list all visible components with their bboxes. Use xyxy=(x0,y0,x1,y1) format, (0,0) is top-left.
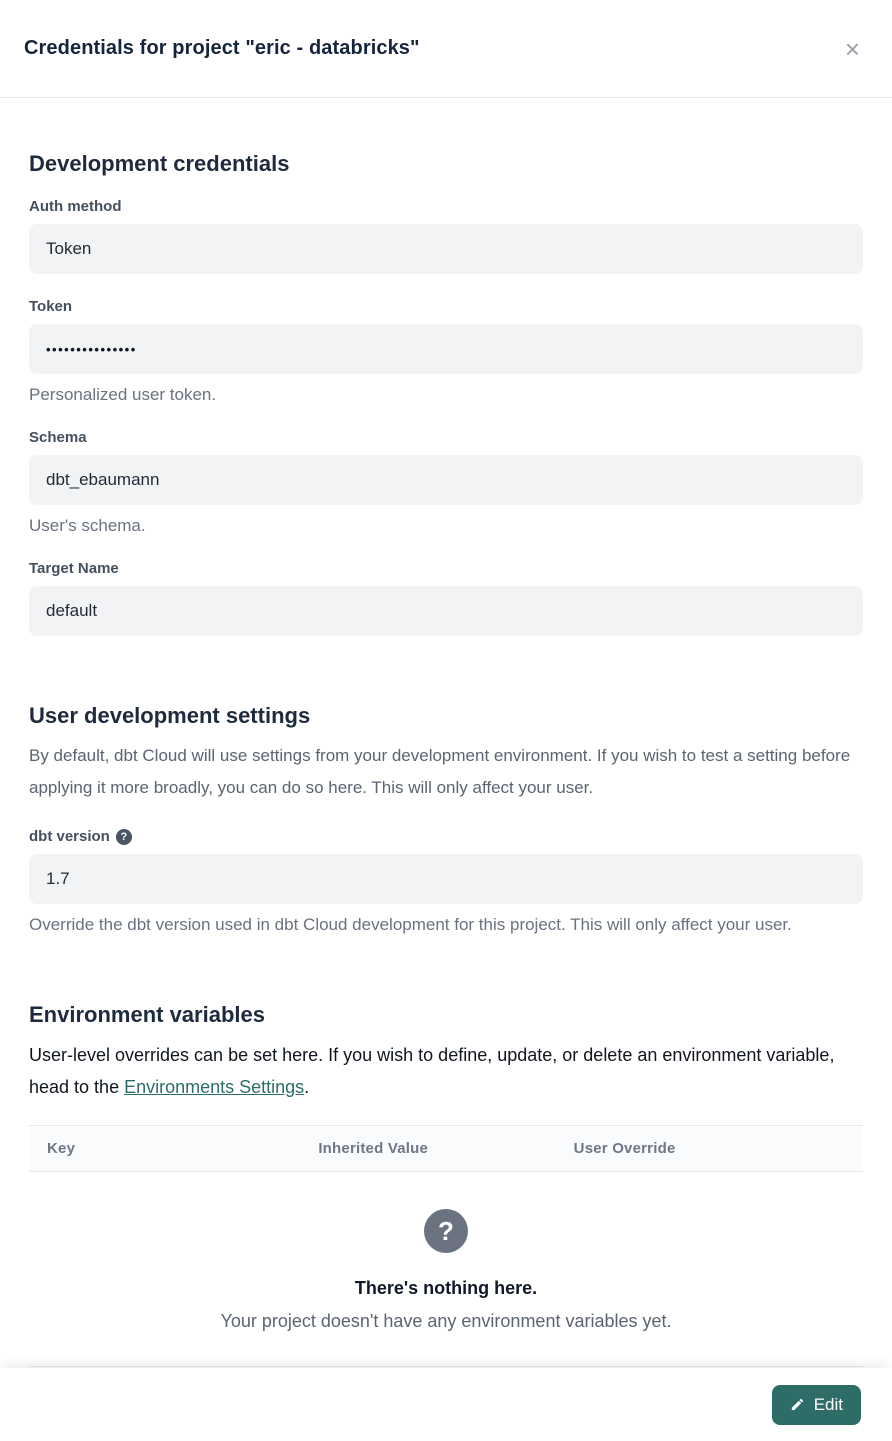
section-development-credentials xyxy=(29,150,863,636)
close-icon[interactable]: × xyxy=(837,32,868,66)
section-environment-variables xyxy=(29,1001,863,1367)
dbt-version-helper-text: Override the dbt version used in dbt Cloud development for this project. This will only affect your user. xyxy=(29,915,792,934)
env-vars-table-header xyxy=(29,1125,863,1172)
table-column-inherited-value: Inherited Value xyxy=(318,1140,429,1157)
empty-state-title: There's nothing here. xyxy=(354,1278,538,1298)
pencil-icon xyxy=(790,1397,805,1412)
dbt-version-field-group xyxy=(29,828,863,935)
help-icon[interactable]: ? xyxy=(116,829,132,845)
development-credentials-heading: Development credentials xyxy=(29,151,290,176)
table-column-key: Key xyxy=(47,1140,76,1157)
schema-input[interactable]: dbt_ebaumann xyxy=(29,455,863,505)
token-label: Token xyxy=(29,298,73,315)
schema-label: Schema xyxy=(29,429,87,446)
auth-method-field-group xyxy=(29,198,863,274)
edit-button-label: Edit xyxy=(813,1394,843,1414)
modal-title: Credentials for project "eric - databricks" xyxy=(24,37,420,59)
target-name-field-group xyxy=(29,560,863,636)
token-input[interactable]: ••••••••••••••• xyxy=(29,324,863,374)
modal-footer xyxy=(0,1368,892,1441)
dbt-version-input[interactable]: 1.7 xyxy=(29,854,863,904)
auth-method-input[interactable]: Token xyxy=(29,224,863,274)
description-text-before-link: User-level overrides can be set here. If you wish to define, update, or delete an environment variable, head to the xyxy=(29,1045,835,1097)
question-mark-icon: ? xyxy=(424,1209,468,1253)
env-vars-empty-state xyxy=(29,1172,863,1332)
target-name-label: Target Name xyxy=(29,560,119,577)
auth-method-label: Auth method xyxy=(29,198,122,215)
dbt-version-label xyxy=(29,828,863,845)
modal-body xyxy=(0,98,892,1367)
modal-header xyxy=(0,0,892,98)
table-column-user-override: User Override xyxy=(573,1140,676,1157)
description-text-after-link: . xyxy=(304,1077,310,1097)
environment-variables-description xyxy=(29,1039,859,1103)
user-development-settings-heading: User development settings xyxy=(29,703,311,728)
schema-field-group xyxy=(29,429,863,536)
schema-helper-text: User's schema. xyxy=(29,516,146,535)
environments-settings-link[interactable]: Environments Settings xyxy=(124,1077,305,1097)
token-field-group xyxy=(29,298,863,405)
section-user-development-settings xyxy=(29,702,863,935)
section-divider xyxy=(29,1366,863,1367)
target-name-input[interactable]: default xyxy=(29,586,863,636)
edit-button[interactable] xyxy=(772,1385,861,1425)
environment-variables-heading: Environment variables xyxy=(29,1002,265,1027)
user-development-settings-description: By default, dbt Cloud will use settings from your development environment. If you wish to test a setting before applying it more broadly, you can do so here. This will only affect your user. xyxy=(29,746,851,797)
token-helper-text: Personalized user token. xyxy=(29,385,217,404)
dbt-version-label-text: dbt version xyxy=(29,828,110,845)
empty-state-subtitle: Your project doesn't have any environment variables yet. xyxy=(220,1311,672,1331)
